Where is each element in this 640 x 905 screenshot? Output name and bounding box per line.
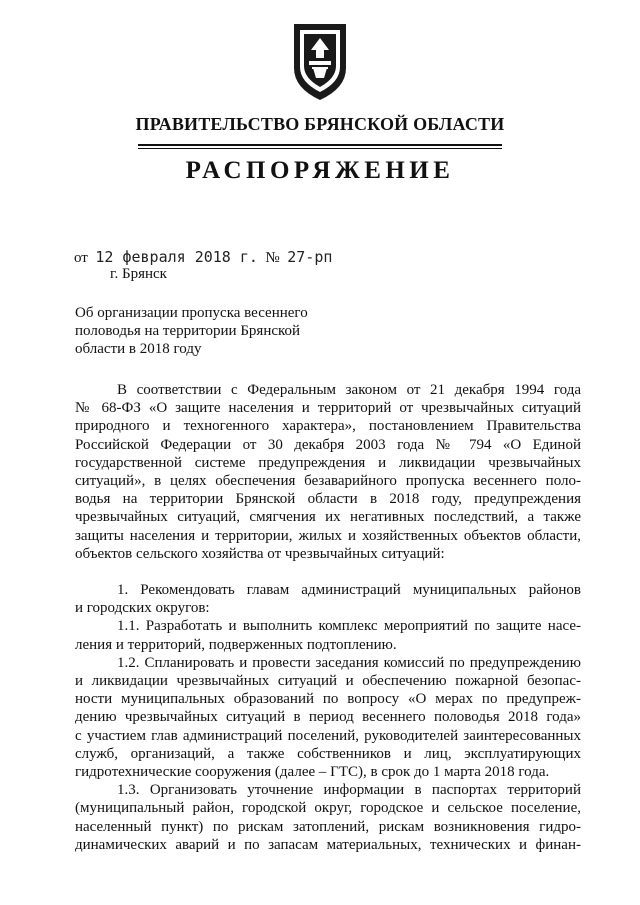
preamble-line: № 68-ФЗ «О защите населения и территорий от чрезвычайных ситуаций bbox=[75, 400, 581, 417]
subject-line: половодья на территории Брянской bbox=[75, 323, 301, 339]
preamble-line: ситуаций», в целях обеспечения безаварийного пропуска весеннего поло- bbox=[75, 473, 581, 490]
item-1-3-line: 1.3. Организовать уточнение информации в паспортах территорий bbox=[117, 782, 581, 799]
preamble-line: В соответствии с Федеральным законом от 21 декабря 1994 года bbox=[117, 382, 581, 398]
document-type-title: РАСПОРЯЖЕНИЕ bbox=[185, 157, 455, 184]
subject-line: Об организации пропуска весеннего bbox=[75, 305, 308, 321]
document-date-line bbox=[74, 248, 332, 267]
bryansk-coat-of-arms-icon bbox=[291, 18, 349, 102]
item-1-3-line: (муниципальный район, городской округ, городское и сельское поселение, bbox=[75, 800, 581, 817]
document-date: 12 февраля 2018 г. bbox=[95, 248, 258, 266]
subject-line: области в 2018 году bbox=[75, 341, 202, 357]
preamble-line: Российской Федерации от 30 декабря 2003 года № 794 «О Единой bbox=[75, 436, 581, 453]
item-1-2-line: служб, организаций, а также собственников и лиц, эксплуатирующих bbox=[75, 745, 581, 762]
item-1-3-line: населенный пункт) по рискам затоплений, рискам возникновения гидро- bbox=[75, 818, 581, 835]
preamble-line: государственной системе предупреждения и ликвидации чрезвычайных bbox=[75, 454, 581, 471]
item-1-1-line: 1.1. Разработать и выполнить комплекс мероприятий по защите насе- bbox=[117, 618, 581, 635]
item-1-line: и городских округов: bbox=[75, 600, 210, 617]
document-number: 27-рп bbox=[287, 248, 333, 266]
preamble-line: природного и техногенного характера», постановлением Правительства bbox=[75, 418, 581, 435]
preamble-line: чрезвычайных ситуаций, смягчения их негативных последствий, а также bbox=[75, 509, 581, 526]
preamble-line: защиты населения и территории, жилых и хозяйственных объектов области, bbox=[75, 527, 581, 544]
number-sign: № bbox=[265, 250, 280, 266]
item-1-line: 1. Рекомендовать главам администраций муниципальных районов bbox=[117, 582, 581, 599]
date-prefix: от bbox=[74, 250, 88, 266]
item-1-2-line: гидротехнические сооружения (далее – ГТС), в срок до 1 марта 2018 года. bbox=[75, 764, 550, 781]
item-1-1-line: ления и территорий, подверженных подтоплению. bbox=[75, 636, 397, 653]
preamble-line: водья на территории Брянской области в 2018 году, предупреждения bbox=[75, 491, 581, 508]
header-divider-thin bbox=[138, 148, 502, 149]
item-1-3-line: динамических аварий и по запасам материальных, технических и финан- bbox=[75, 836, 581, 853]
item-1-2-line: ности муниципальных образований по вопросу «О мерах по предупреж- bbox=[75, 691, 581, 708]
item-1-2-line: 1.2. Спланировать и провести заседания комиссий по предупреждению bbox=[117, 654, 581, 671]
item-1-2-line: с участием глав администраций поселений, руководителей заинтересованных bbox=[75, 727, 581, 744]
item-1-2-line: дению чрезвычайных ситуаций в период весеннего половодья 2018 года» bbox=[75, 709, 581, 726]
preamble-line: объектов сельского хозяйства от чрезвычайных ситуаций: bbox=[75, 545, 445, 562]
document-subject bbox=[75, 304, 308, 358]
header-divider-thick bbox=[138, 144, 502, 146]
document-body bbox=[75, 381, 581, 854]
document-city: г. Брянск bbox=[110, 266, 167, 282]
item-1-2-line: и ликвидации чрезвычайных ситуаций и обеспечению пожарной безопас- bbox=[75, 673, 581, 690]
organization-name: ПРАВИТЕЛЬСТВО БРЯНСКОЙ ОБЛАСТИ bbox=[135, 114, 505, 134]
